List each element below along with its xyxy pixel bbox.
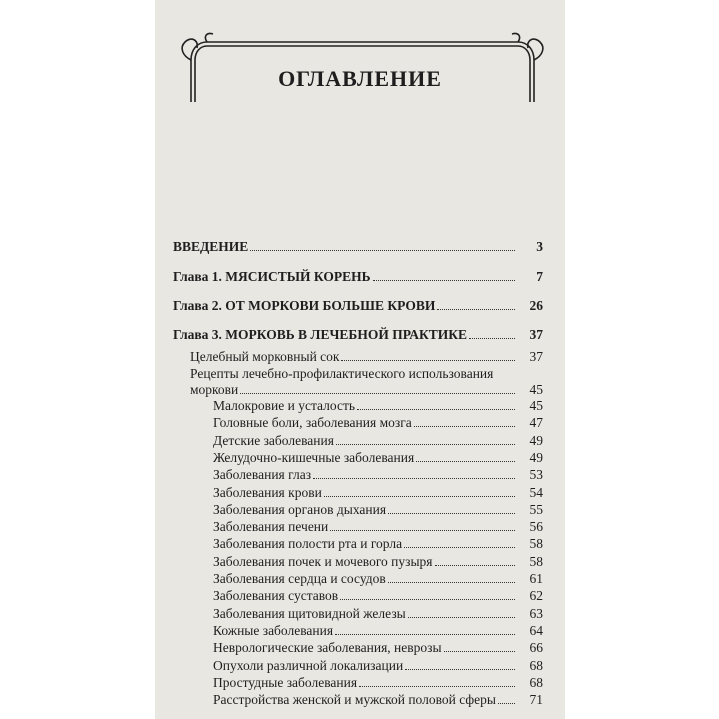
page-title: ОГЛАВЛЕНИЕ: [278, 66, 442, 91]
toc-subsection-item[interactable]: Головные боли, заболевания мозга 47: [213, 415, 543, 431]
toc-entry-chapter-3[interactable]: Глава 3. МОРКОВЬ В ЛЕЧЕБНОЙ ПРАКТИКЕ 37: [173, 327, 543, 342]
leader-dots: [408, 617, 515, 618]
leader-dots: [414, 426, 515, 427]
leader-dots: [330, 530, 515, 531]
toc-subsection-item[interactable]: Заболевания полости рта и горла 58: [213, 536, 543, 552]
leader-dots: [340, 599, 515, 600]
toc-entry-section-recipes[interactable]: моркови 45: [190, 382, 543, 397]
toc-entry-chapter-2[interactable]: Глава 2. ОТ МОРКОВИ БОЛЬШЕ КРОВИ 26: [173, 298, 543, 313]
toc-subsection-item[interactable]: Заболевания щитовидной железы 63: [213, 605, 543, 621]
leader-dots: [498, 703, 515, 704]
toc-subsection-item[interactable]: Расстройства женской и мужской половой сферы 71: [213, 692, 543, 708]
leader-dots: [336, 444, 515, 445]
leader-dots: [437, 309, 515, 310]
book-page: [155, 0, 565, 719]
leader-dots: [359, 686, 515, 687]
toc-subsection-item[interactable]: Заболевания глаз 53: [213, 467, 543, 483]
toc-section-recipes-line1[interactable]: Рецепты лечебно-профилактического использования: [190, 366, 494, 381]
toc-entry-chapter-1[interactable]: Глава 1. МЯСИСТЫЙ КОРЕНЬ 7: [173, 269, 543, 284]
toc-entry-section-juice[interactable]: Целебный морковный сок 37: [190, 349, 543, 364]
toc-subsection-item[interactable]: Кожные заболевания 64: [213, 622, 543, 638]
toc-entry-intro[interactable]: ВВЕДЕНИЕ 3: [173, 239, 543, 254]
leader-dots: [416, 461, 515, 462]
leader-dots: [388, 513, 515, 514]
leader-dots: [373, 280, 515, 281]
leader-dots: [469, 338, 515, 339]
toc-subsection-item[interactable]: Простудные заболевания 68: [213, 674, 543, 690]
leader-dots: [313, 478, 515, 479]
leader-dots: [405, 669, 515, 670]
toc-subsection-item[interactable]: Опухоли различной локализации 68: [213, 657, 543, 673]
leader-dots: [335, 634, 515, 635]
leader-dots: [250, 250, 515, 251]
toc-subsection-item[interactable]: Детские заболевания 49: [213, 432, 543, 448]
toc-subsection-item[interactable]: Заболевания сердца и сосудов 61: [213, 571, 543, 586]
toc-subsection-item[interactable]: Заболевания суставов 62: [213, 588, 543, 604]
leader-dots: [404, 547, 515, 548]
leader-dots: [324, 496, 515, 497]
leader-dots: [444, 651, 515, 652]
leader-dots: [388, 582, 515, 583]
leader-dots: [240, 393, 515, 394]
leader-dots: [435, 565, 515, 566]
toc-subsection-item[interactable]: Малокровие и усталость 45: [213, 398, 543, 413]
toc-subsection-item[interactable]: Заболевания почек и мочевого пузыря 58: [213, 553, 543, 569]
toc-subsection-item[interactable]: Заболевания печени 56: [213, 519, 543, 535]
leader-dots: [341, 360, 515, 361]
leader-dots: [357, 409, 515, 410]
toc-subsection-item[interactable]: Заболевания крови 54: [213, 484, 543, 500]
toc-subsection-item[interactable]: Заболевания органов дыхания 55: [213, 501, 543, 517]
toc-subsection-item[interactable]: Желудочно-кишечные заболевания 49: [213, 449, 543, 465]
toc-subsection-item[interactable]: Неврологические заболевания, неврозы 66: [213, 640, 543, 656]
